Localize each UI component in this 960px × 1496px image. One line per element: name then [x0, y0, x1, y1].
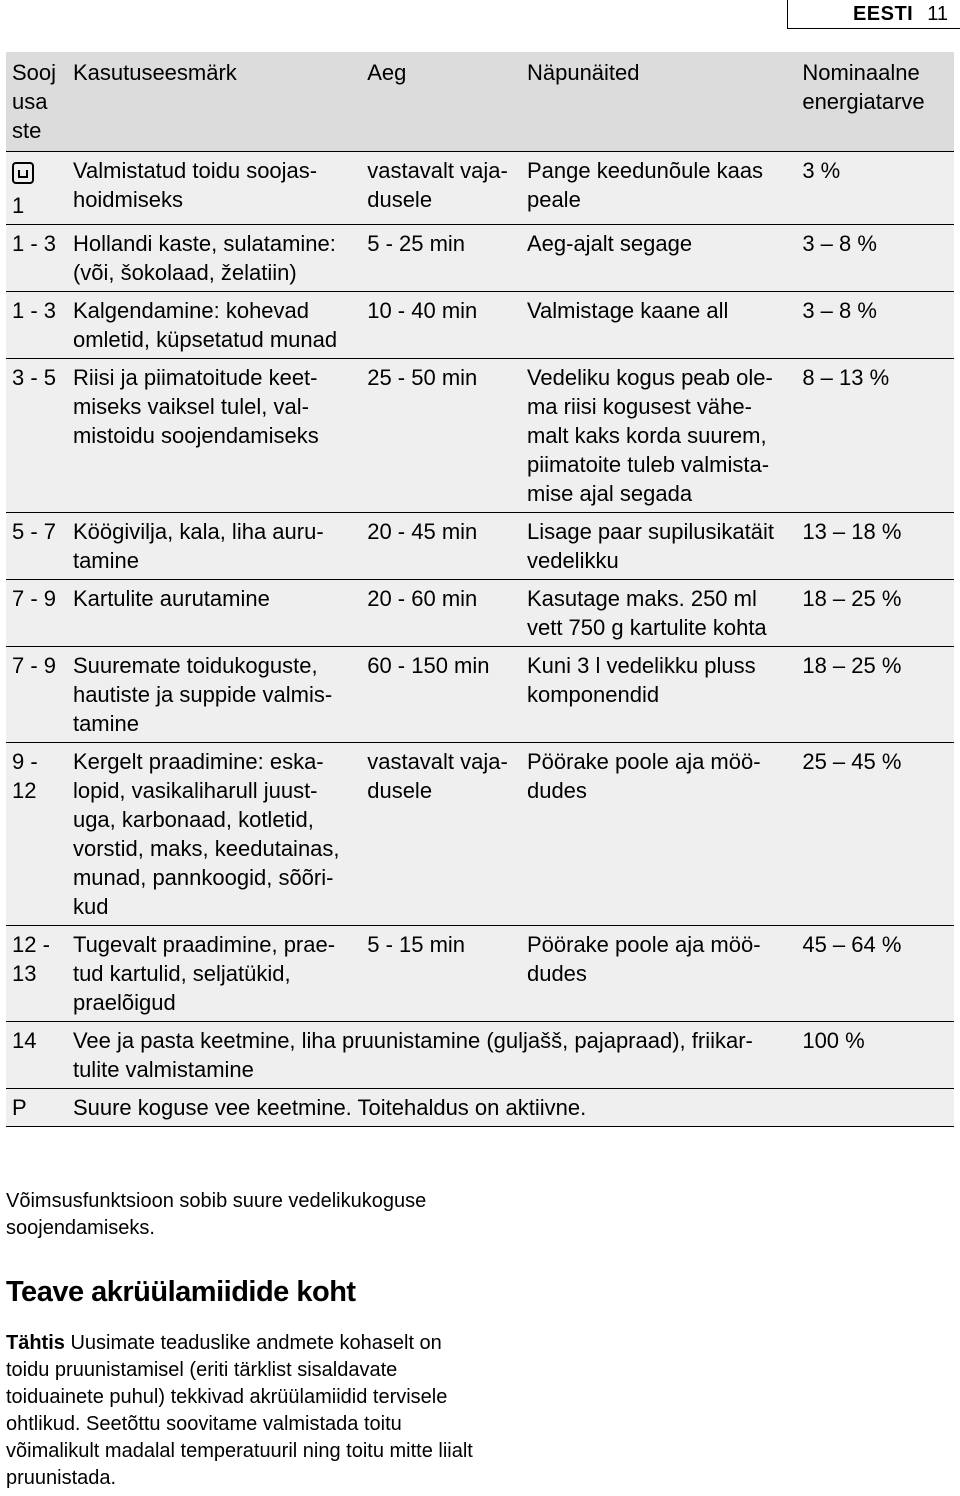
energy-cell: 100 %: [802, 1028, 865, 1053]
level-cell: 5 - 7: [12, 519, 57, 544]
energy-cell: 3 %: [802, 158, 841, 183]
cooking-table: [6, 52, 954, 1127]
tips-cell: Pange keedunõule kaas peale: [526, 158, 764, 212]
column-header-level: Sooj usa ste: [12, 60, 57, 143]
time-cell: 10 - 40 min: [367, 298, 478, 323]
table-row: [6, 513, 954, 580]
power-boost-level: P: [12, 1095, 27, 1120]
language-label: EESTI: [852, 2, 914, 25]
section-title: Teave akrüülamiidide koht: [6, 1276, 356, 1308]
level-cell: 7 - 9: [12, 653, 57, 678]
tips-cell: Valmistage kaane all: [526, 298, 729, 323]
column-header-tips: Näpunäited: [526, 60, 640, 85]
purpose-cell: Kartulite aurutamine: [72, 586, 270, 611]
tips-cell: Aeg-ajalt segage: [526, 231, 693, 256]
table-row: [6, 1089, 954, 1127]
table-row: [6, 926, 954, 1022]
time-cell: 5 - 25 min: [367, 231, 466, 256]
energy-cell: 18 – 25 %: [802, 586, 902, 611]
table-row: [6, 647, 954, 743]
purpose-cell: Köögivilja, kala, liha auru-tamine: [72, 519, 324, 573]
table-row: [6, 225, 954, 292]
page-header: [787, 0, 960, 29]
table-row: [6, 152, 954, 225]
time-cell: 5 - 15 min: [367, 932, 466, 957]
energy-cell: 3 – 8 %: [802, 231, 877, 256]
purpose-cell: Tugevalt praadimine, prae-tud kartulid, seljatükid, praelõigud: [72, 932, 336, 1015]
level-cell: 3 - 5: [12, 365, 57, 390]
keep-warm-icon: [12, 162, 34, 184]
purpose-cell: Kalgendamine: kohevad omletid, küpsetatud munad: [72, 298, 338, 352]
energy-cell: 18 – 25 %: [802, 653, 902, 678]
column-header-time: Aeg: [367, 60, 407, 85]
time-cell: vastavalt vaja-dusele: [367, 749, 508, 803]
column-header-purpose: Kasutuseesmärk: [72, 60, 237, 85]
purpose-cell: Riisi ja piimatoitude keet-miseks vaiksel tulel, val-mistoidu soojendamiseks: [72, 365, 319, 448]
tips-cell: Lisage paar supilusikatäit vedelikku: [526, 519, 775, 573]
level-value: 1: [12, 193, 25, 218]
tips-cell: Pöörake poole aja möö-dudes: [526, 932, 761, 986]
purpose-cell: Valmistatud toidu soojas-hoidmiseks: [72, 158, 318, 212]
purpose-cell: Vee ja pasta keetmine, liha pruunistamine (guljašš, pajapraad), friikar-tulite valmistamine: [72, 1028, 753, 1082]
level-cell: 9 - 12: [12, 749, 38, 803]
purpose-cell: Suure koguse vee keetmine. Toitehaldus on aktiivne.: [72, 1095, 587, 1120]
table-row: [6, 292, 954, 359]
power-function-note: Võimsusfunktsioon sobib suure vedelikukoguse soojendamiseks.: [6, 1190, 427, 1239]
energy-cell: 8 – 13 %: [802, 365, 890, 390]
level-cell: 12 - 13: [12, 932, 50, 986]
level-cell: 1 - 3: [12, 298, 57, 323]
table-row: [6, 1022, 954, 1089]
column-header-energy: Nominaalne energiatarve: [802, 60, 925, 114]
tips-cell: Vedeliku kogus peab ole-ma riisi kogusest vähe-malt kaks korda suurem, piimatoite tuleb valmista-mise ajal segada: [526, 365, 773, 506]
tips-cell: Kuni 3 l vedelikku pluss komponendid: [526, 653, 756, 707]
tips-cell: Kasutage maks. 250 ml vett 750 g kartulite kohta: [526, 586, 767, 640]
time-cell: 25 - 50 min: [367, 365, 478, 390]
table-row: [6, 359, 954, 513]
level-cell: 14: [12, 1028, 37, 1053]
important-paragraph: [6, 1330, 476, 1492]
page-number: 11: [927, 2, 948, 25]
level-cell: [6, 152, 67, 225]
important-label: Tähtis: [6, 1332, 65, 1354]
level-cell: 1 - 3: [12, 231, 57, 256]
purpose-cell: Kergelt praadimine: eska-lopid, vasikaliharull juust-uga, karbonaad, kotletid, vorstid, maks, keedutainas, munad, pannkoogid, sõõri-kud: [72, 749, 340, 919]
time-cell: 60 - 150 min: [367, 653, 490, 678]
important-text: Uusimate teaduslike andmete kohaselt on toidu pruunistamisel (eriti tärklist sisaldavate toiduainete puhul) tekkivad akrüülamiidid tervisele ohtlikud. Seetõttu soovitame valmistada toitu võimalikult madalal temperatuuril ning toitu mitte liialt pruunistada.: [6, 1332, 473, 1489]
energy-cell: 25 – 45 %: [802, 749, 902, 774]
time-cell: 20 - 60 min: [367, 586, 478, 611]
tips-cell: Pöörake poole aja möö-dudes: [526, 749, 761, 803]
energy-cell: [796, 1089, 954, 1127]
table-row: [6, 580, 954, 647]
energy-cell: 3 – 8 %: [802, 298, 877, 323]
purpose-cell: Suuremate toidukoguste, hautiste ja suppide valmis-tamine: [72, 653, 333, 736]
level-cell: 7 - 9: [12, 586, 57, 611]
energy-cell: 13 – 18 %: [802, 519, 902, 544]
time-cell: vastavalt vaja-dusele: [367, 158, 508, 212]
table-row: [6, 743, 954, 926]
time-cell: 20 - 45 min: [367, 519, 478, 544]
energy-cell: 45 – 64 %: [802, 932, 902, 957]
purpose-cell: Hollandi kaste, sulatamine: (või, šokolaad, želatiin): [72, 231, 336, 285]
table-header-row: [6, 52, 954, 152]
